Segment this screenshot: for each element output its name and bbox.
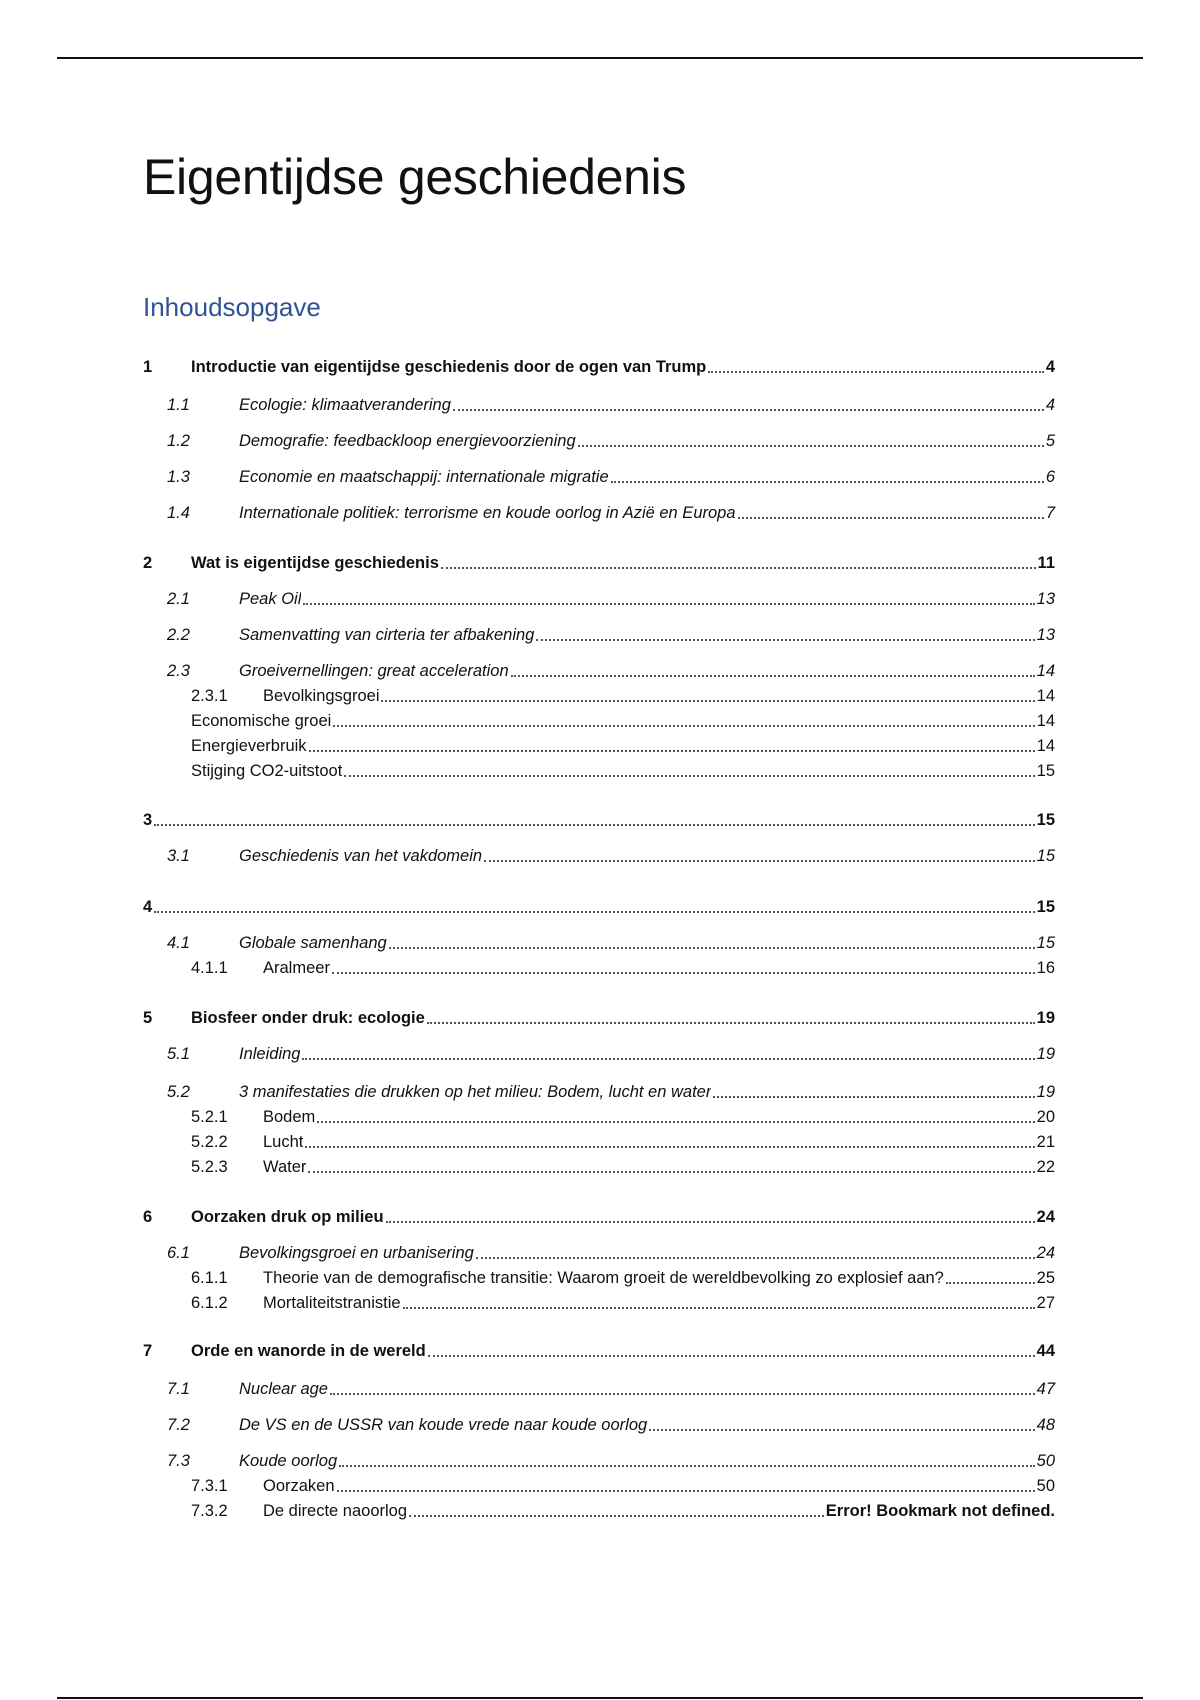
toc-entry-number: 6 bbox=[143, 1208, 153, 1226]
toc-entry-number: 1 bbox=[143, 358, 153, 376]
toc-entry-page: 19 bbox=[1036, 1045, 1055, 1063]
toc-entry-number: 4 bbox=[143, 898, 153, 916]
toc-entry[interactable] bbox=[167, 589, 1055, 609]
toc-entry-number: 2 bbox=[143, 554, 153, 572]
toc-entry-title: Orde en wanorde in de wereld bbox=[191, 1342, 426, 1360]
toc-entry-page: 25 bbox=[1036, 1269, 1055, 1287]
toc-entry-title: Stijging CO2-uitstoot bbox=[191, 762, 343, 780]
toc-entry[interactable] bbox=[191, 1132, 1055, 1152]
toc-entry-page: 47 bbox=[1036, 1380, 1055, 1398]
toc-dot-leader bbox=[484, 859, 1035, 862]
toc-dot-leader bbox=[536, 638, 1034, 641]
toc-entry-number: 2.3.1 bbox=[191, 687, 228, 705]
toc-entry-page: 21 bbox=[1036, 1133, 1055, 1151]
toc-entry-title: Peak Oil bbox=[239, 590, 302, 608]
toc-entry-title: Biosfeer onder druk: ecologie bbox=[191, 1009, 425, 1027]
toc-entry-title: Lucht bbox=[263, 1133, 304, 1151]
toc-dot-leader bbox=[441, 566, 1036, 569]
toc-entry-title: Nuclear age bbox=[239, 1380, 328, 1398]
toc-entry-title: Introductie van eigentijdse geschiedenis door de ogen van Trump bbox=[191, 358, 707, 376]
toc-entry-page: Error! Bookmark not defined. bbox=[825, 1502, 1055, 1520]
toc-entry[interactable] bbox=[143, 357, 1055, 377]
toc-entry[interactable] bbox=[167, 1044, 1055, 1064]
toc-entry-page: 20 bbox=[1036, 1108, 1055, 1126]
toc-entry-number: 6.1 bbox=[167, 1244, 190, 1262]
toc-entry[interactable] bbox=[167, 1082, 1055, 1102]
bottom-border-line bbox=[57, 1697, 1143, 1699]
toc-entry-page: 7 bbox=[1045, 504, 1055, 522]
toc-entry-page: 15 bbox=[1036, 762, 1055, 780]
toc-entry[interactable] bbox=[143, 1008, 1055, 1028]
toc-dot-leader bbox=[476, 1256, 1035, 1259]
toc-entry-title: Theorie van de demografische transitie: Waarom groeit de wereldbevolking zo explosief aan? bbox=[263, 1269, 944, 1287]
toc-entry-number: 5.1 bbox=[167, 1045, 190, 1063]
toc-entry[interactable] bbox=[143, 897, 1055, 917]
toc-entry-page: 50 bbox=[1036, 1477, 1055, 1495]
toc-entry-title: Bevolkingsgroei bbox=[263, 687, 380, 705]
toc-entry-title: Geschiedenis van het vakdomein bbox=[239, 847, 483, 865]
toc-entry-title: Economie en maatschappij: internationale migratie bbox=[239, 468, 609, 486]
toc-entry-number: 5 bbox=[143, 1009, 153, 1027]
toc-entry[interactable] bbox=[191, 1476, 1055, 1496]
toc-dot-leader bbox=[309, 749, 1035, 752]
toc-dot-leader bbox=[330, 1392, 1035, 1395]
toc-entry-page: 15 bbox=[1036, 934, 1055, 952]
toc-entry-number: 1.2 bbox=[167, 432, 190, 450]
toc-entry[interactable] bbox=[167, 431, 1055, 451]
toc-dot-leader bbox=[337, 1489, 1035, 1492]
toc-entry[interactable] bbox=[191, 711, 1055, 731]
toc-entry-title: Demografie: feedbackloop energievoorziening bbox=[239, 432, 576, 450]
toc-dot-leader bbox=[453, 408, 1044, 411]
toc-entry[interactable] bbox=[191, 1293, 1055, 1313]
toc-entry[interactable] bbox=[167, 1415, 1055, 1435]
toc-entry-number: 5.2.3 bbox=[191, 1158, 228, 1176]
toc-dot-leader bbox=[738, 516, 1044, 519]
toc-entry-title: Oorzaken druk op milieu bbox=[191, 1208, 384, 1226]
toc-entry[interactable] bbox=[191, 1157, 1055, 1177]
toc-entry[interactable] bbox=[167, 395, 1055, 415]
toc-entry[interactable] bbox=[191, 761, 1055, 781]
toc-entry-page: 24 bbox=[1036, 1208, 1055, 1226]
toc-dot-leader bbox=[339, 1464, 1034, 1467]
toc-entry-title: Internationale politiek: terrorisme en koude oorlog in Azië en Europa bbox=[239, 504, 736, 522]
toc-dot-leader bbox=[303, 602, 1034, 605]
toc-dot-leader bbox=[713, 1095, 1034, 1098]
toc-entry-title: Aralmeer bbox=[263, 959, 330, 977]
toc-dot-leader bbox=[578, 444, 1044, 447]
toc-entry-number: 3 bbox=[143, 811, 153, 829]
toc-entry-number: 5.2.1 bbox=[191, 1108, 228, 1126]
toc-entry-number: 6.1.2 bbox=[191, 1294, 228, 1312]
toc-entry-title: Samenvatting van cirteria ter afbakening bbox=[239, 626, 535, 644]
toc-entry-title: Ecologie: klimaatverandering bbox=[239, 396, 451, 414]
toc-entry-number: 1.3 bbox=[167, 468, 190, 486]
toc-entry[interactable] bbox=[191, 1268, 1055, 1288]
toc-dot-leader bbox=[428, 1354, 1035, 1357]
toc-entry[interactable] bbox=[167, 1243, 1055, 1263]
toc-entry[interactable] bbox=[167, 846, 1055, 866]
toc-entry-page: 15 bbox=[1036, 847, 1055, 865]
toc-entry-number: 4.1.1 bbox=[191, 959, 228, 977]
toc-entry[interactable] bbox=[167, 933, 1055, 953]
toc-dot-leader bbox=[332, 971, 1035, 974]
toc-entry-page: 11 bbox=[1037, 554, 1055, 572]
toc-entry-number: 6.1.1 bbox=[191, 1269, 228, 1287]
toc-dot-leader bbox=[386, 1220, 1035, 1223]
toc-entry-page: 19 bbox=[1036, 1083, 1055, 1101]
toc-entry[interactable] bbox=[143, 1207, 1055, 1227]
toc-entry[interactable] bbox=[143, 553, 1055, 573]
toc-entry[interactable] bbox=[191, 1501, 1055, 1521]
toc-dot-leader bbox=[649, 1428, 1034, 1431]
toc-entry-number: 1.4 bbox=[167, 504, 190, 522]
toc-entry-page: 16 bbox=[1036, 959, 1055, 977]
toc-entry-page: 48 bbox=[1036, 1416, 1055, 1434]
toc-entry-number: 3.1 bbox=[167, 847, 190, 865]
toc-dot-leader bbox=[317, 1120, 1034, 1123]
toc-entry[interactable] bbox=[167, 467, 1055, 487]
toc-entry-page: 27 bbox=[1036, 1294, 1055, 1312]
toc-entry-number: 7.2 bbox=[167, 1416, 190, 1434]
toc-entry-page: 14 bbox=[1036, 737, 1055, 755]
toc-entry-title: De VS en de USSR van koude vrede naar koude oorlog bbox=[239, 1416, 648, 1434]
toc-entry-title: Bodem bbox=[263, 1108, 316, 1126]
toc-entry-number: 2.2 bbox=[167, 626, 190, 644]
toc-entry-page: 14 bbox=[1036, 712, 1055, 730]
toc-dot-leader bbox=[511, 674, 1035, 677]
toc-entry[interactable] bbox=[167, 1451, 1055, 1471]
toc-entry-number: 5.2 bbox=[167, 1083, 190, 1101]
toc-entry[interactable] bbox=[167, 1379, 1055, 1399]
document-title: Eigentijdse geschiedenis bbox=[143, 149, 687, 205]
toc-dot-leader bbox=[427, 1021, 1035, 1024]
toc-entry-title: Koude oorlog bbox=[239, 1452, 338, 1470]
toc-dot-leader bbox=[154, 910, 1034, 913]
toc-entry-number: 4.1 bbox=[167, 934, 190, 952]
toc-dot-leader bbox=[403, 1306, 1035, 1309]
toc-entry[interactable] bbox=[143, 1341, 1055, 1361]
toc-entry-page: 14 bbox=[1036, 662, 1055, 680]
toc-dot-leader bbox=[708, 370, 1044, 373]
toc-heading: Inhoudsopgave bbox=[143, 292, 321, 322]
top-border-line bbox=[57, 57, 1143, 59]
toc-entry-page: 44 bbox=[1036, 1342, 1055, 1360]
toc-entry-number: 7.3.1 bbox=[191, 1477, 228, 1495]
toc-dot-leader bbox=[344, 774, 1034, 777]
toc-dot-leader bbox=[409, 1514, 824, 1517]
toc-entry-number: 2.3 bbox=[167, 662, 190, 680]
toc-entry-page: 15 bbox=[1036, 811, 1055, 829]
toc-entry-number: 7.3.2 bbox=[191, 1502, 228, 1520]
toc-entry-page: 24 bbox=[1036, 1244, 1055, 1262]
toc-entry-number: 7 bbox=[143, 1342, 153, 1360]
toc-entry-number: 5.2.2 bbox=[191, 1133, 228, 1151]
toc-entry-page: 13 bbox=[1036, 626, 1055, 644]
toc-entry-title: Bevolkingsgroei en urbanisering bbox=[239, 1244, 474, 1262]
toc-dot-leader bbox=[381, 699, 1034, 702]
toc-entry-page: 19 bbox=[1036, 1009, 1055, 1027]
toc-entry[interactable] bbox=[191, 958, 1055, 978]
toc-dot-leader bbox=[305, 1145, 1034, 1148]
toc-dot-leader bbox=[302, 1057, 1034, 1060]
toc-entry[interactable] bbox=[191, 686, 1055, 706]
toc-dot-leader bbox=[308, 1170, 1034, 1173]
toc-entry-page: 13 bbox=[1036, 590, 1055, 608]
toc-entry-title: Inleiding bbox=[239, 1045, 301, 1063]
toc-entry[interactable] bbox=[191, 1107, 1055, 1127]
toc-entry-title: 3 manifestaties die drukken op het milieu: Bodem, lucht en water bbox=[239, 1083, 712, 1101]
toc-entry-page: 15 bbox=[1036, 898, 1055, 916]
toc-entry-title: Water bbox=[263, 1158, 307, 1176]
toc-dot-leader bbox=[154, 823, 1034, 826]
toc-entry-page: 6 bbox=[1045, 468, 1055, 486]
toc-entry-number: 7.1 bbox=[167, 1380, 190, 1398]
toc-entry-title: Mortaliteitstranistie bbox=[263, 1294, 401, 1312]
toc-entry[interactable] bbox=[167, 503, 1055, 523]
toc-dot-leader bbox=[389, 946, 1035, 949]
toc-entry-number: 1.1 bbox=[167, 396, 190, 414]
toc-entry-title: Globale samenhang bbox=[239, 934, 387, 952]
toc-entry-number: 2.1 bbox=[167, 590, 190, 608]
toc-entry-title: Energieverbruik bbox=[191, 737, 307, 755]
toc-entry-title: Groeivernellingen: great acceleration bbox=[239, 662, 509, 680]
toc-entry-page: 22 bbox=[1036, 1158, 1055, 1176]
toc-entry-title: De directe naoorlog bbox=[263, 1502, 408, 1520]
toc-entry[interactable] bbox=[167, 625, 1055, 645]
toc-entry-number: 7.3 bbox=[167, 1452, 190, 1470]
toc-entry-page: 14 bbox=[1036, 687, 1055, 705]
toc-entry-title: Oorzaken bbox=[263, 1477, 335, 1495]
toc-entry-page: 4 bbox=[1045, 396, 1055, 414]
toc-entry[interactable] bbox=[143, 810, 1055, 830]
toc-entry-page: 4 bbox=[1045, 358, 1055, 376]
toc-entry-title: Wat is eigentijdse geschiedenis bbox=[191, 554, 439, 572]
toc-entry-title: Economische groei bbox=[191, 712, 332, 730]
toc-dot-leader bbox=[611, 480, 1044, 483]
toc-entry[interactable] bbox=[191, 736, 1055, 756]
toc-entry-page: 5 bbox=[1045, 432, 1055, 450]
toc-dot-leader bbox=[946, 1281, 1035, 1284]
toc-entry[interactable] bbox=[167, 661, 1055, 681]
toc-entry-page: 50 bbox=[1036, 1452, 1055, 1470]
toc-dot-leader bbox=[333, 724, 1034, 727]
